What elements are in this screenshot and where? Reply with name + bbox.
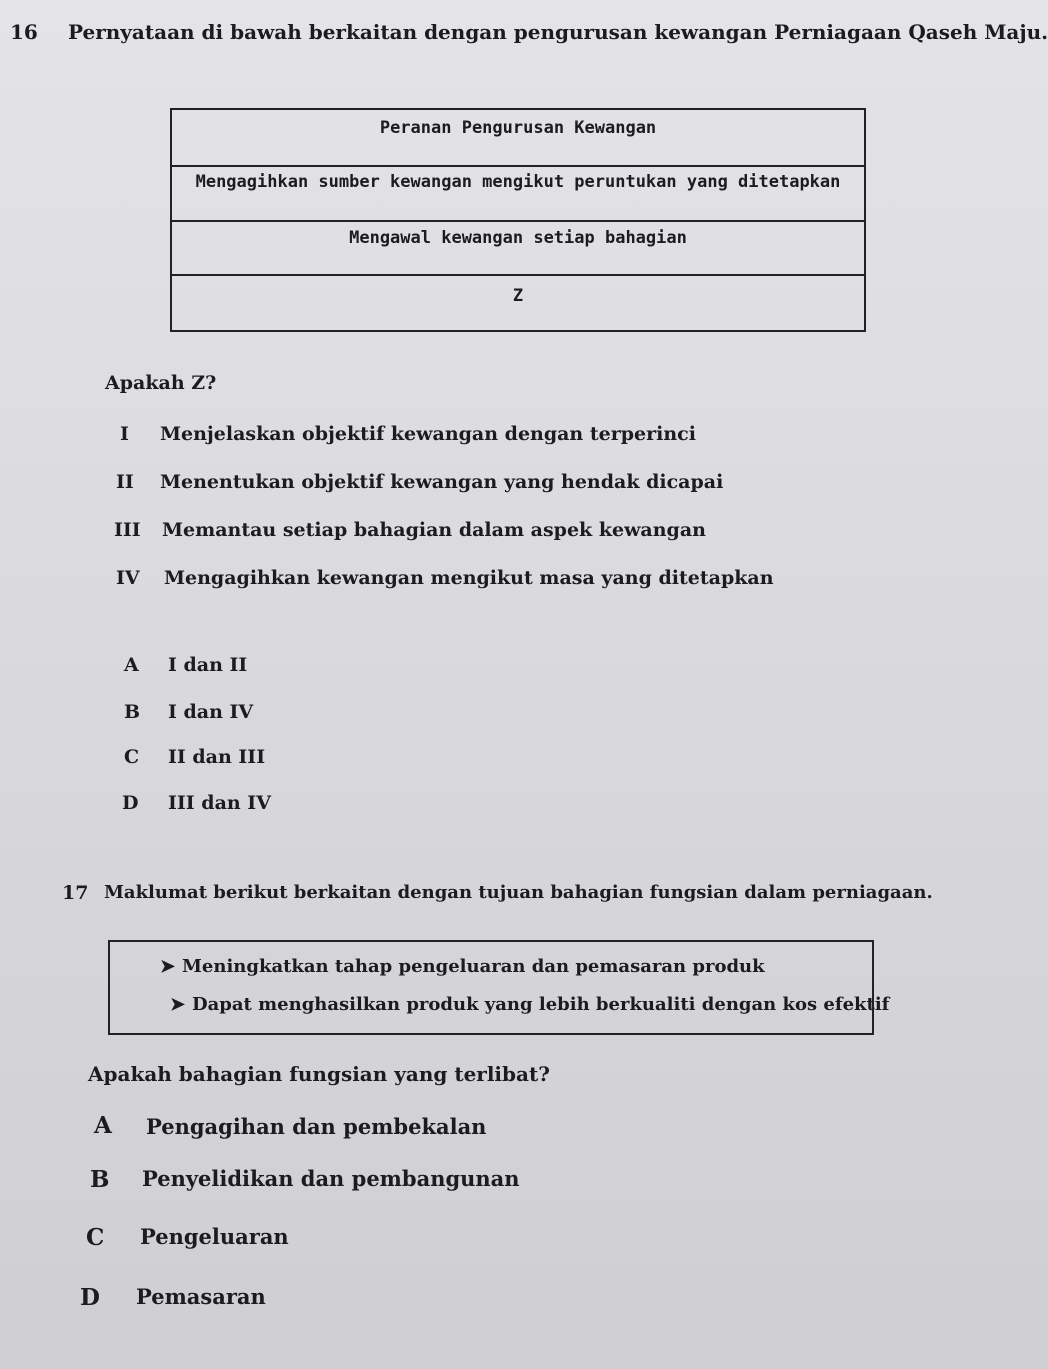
statement-text: Mengagihkan kewangan mengikut masa yang ditetapkan (164, 567, 774, 589)
option-letter[interactable]: D (122, 792, 139, 814)
question-16-stem: Pernyataan di bawah berkaitan dengan pengurusan kewangan Perniagaan Qaseh Maju. (68, 20, 1048, 44)
info-box (108, 940, 890, 1035)
table-row: Mengawal kewangan setiap bahagian (349, 228, 687, 248)
arrow-bullet-icon: ➤ (160, 956, 176, 977)
option-letter[interactable]: A (124, 654, 139, 676)
option-text[interactable]: Pengagihan dan pembekalan (146, 1114, 487, 1139)
option-letter[interactable]: D (80, 1284, 100, 1311)
table-row-z: Z (512, 286, 524, 306)
option-text[interactable]: I dan II (168, 654, 248, 676)
statement-numeral: III (114, 519, 141, 541)
question-17-stem: Maklumat berikut berkaitan dengan tujuan bahagian fungsian dalam perniagaan. (104, 882, 933, 903)
question-17-number: 17 (62, 882, 89, 904)
table-row: Mengagihkan sumber kewangan mengikut peruntukan yang ditetapkan (195, 172, 841, 192)
option-letter[interactable]: C (124, 746, 140, 768)
question-16-prompt: Apakah Z? (105, 372, 217, 394)
arrow-bullet-icon: ➤ (170, 994, 186, 1015)
option-text[interactable]: III dan IV (168, 792, 271, 814)
option-text[interactable]: I dan IV (168, 701, 254, 723)
option-letter[interactable]: B (124, 701, 141, 723)
bullet-item: ➤ Dapat menghasilkan produk yang lebih berkualiti dengan kos efektif (170, 994, 890, 1015)
statement-numeral: IV (116, 567, 140, 589)
bullet-item: ➤ Meningkatkan tahap pengeluaran dan pemasaran produk (160, 956, 765, 977)
table-divider (172, 220, 864, 222)
statement-text: Memantau setiap bahagian dalam aspek kewangan (162, 519, 706, 541)
option-letter[interactable]: C (86, 1224, 105, 1251)
option-text[interactable]: Pengeluaran (140, 1224, 289, 1249)
question-17-prompt: Apakah bahagian fungsian yang terlibat? (88, 1062, 550, 1086)
statement-numeral: I (120, 423, 129, 445)
statement-text: Menjelaskan objektif kewangan dengan terperinci (160, 423, 696, 445)
table-divider (172, 274, 864, 276)
table-header: Peranan Pengurusan Kewangan (379, 118, 657, 138)
option-letter[interactable]: B (90, 1166, 110, 1193)
option-text[interactable]: II dan III (168, 746, 266, 768)
statement-text: Menentukan objektif kewangan yang hendak dicapai (160, 471, 724, 493)
statement-numeral: II (116, 471, 134, 493)
option-text[interactable]: Pemasaran (136, 1284, 266, 1309)
table-divider (172, 165, 864, 167)
question-16-number: 16 (10, 20, 38, 44)
finance-role-table (170, 108, 866, 332)
option-text[interactable]: Penyelidikan dan pembangunan (142, 1166, 520, 1191)
option-letter[interactable]: A (94, 1112, 112, 1139)
